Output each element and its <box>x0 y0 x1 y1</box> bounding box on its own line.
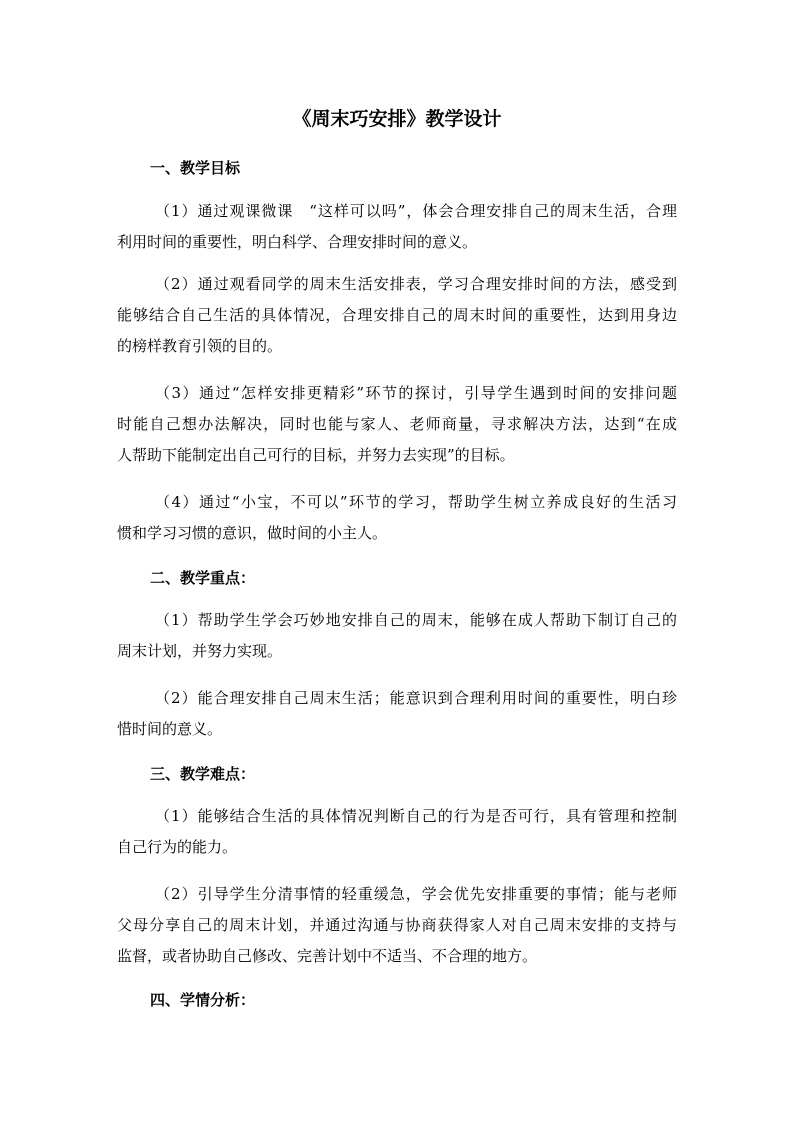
paragraph-line: 的榜样教育引领的目的。 <box>117 337 283 355</box>
document-title: 《周末巧安排》教学设计 <box>292 108 502 130</box>
paragraph-line: 周末计划，并努力实现。 <box>117 642 283 660</box>
paragraph-objective-2 <box>117 269 677 362</box>
paragraph-line: （1）能够结合生活的具体情况判断自己的行为是否可行，具有管理和控制 <box>155 807 677 825</box>
paragraph-line: （2）能合理安排自己周末生活；能意识到合理利用时间的重要性，明白珍 <box>155 689 677 707</box>
paragraph-line: 时能自己想办法解决，同时也能与家人、老师商量，寻求解决方法，达到“在成 <box>117 415 677 433</box>
paragraph-objective-3 <box>117 378 677 471</box>
paragraph-line: 能够结合自己生活的具体情况，合理安排自己的周末时间的重要性，达到用身边 <box>117 306 677 324</box>
paragraph-line: （1）通过观课微课 “这样可以吗”，体会合理安排自己的周末生活，合理 <box>155 202 677 220</box>
paragraph-line: 自己行为的能力。 <box>117 838 238 856</box>
paragraph-line: 父母分享自己的周末计划，并通过沟通与协商获得家人对自己周末安排的支持与 <box>117 916 677 934</box>
paragraph-objective-4 <box>117 487 677 549</box>
paragraph-line: （1）帮助学生学会巧妙地安排自己的周末，能够在成人帮助下制订自己的 <box>155 611 677 629</box>
paragraph-line: 惜时间的意义。 <box>117 720 223 738</box>
paragraph-difficulty-2 <box>117 879 677 972</box>
paragraph-line: （2）通过观看同学的周末生活安排表，学习合理安排时间的方法，感受到 <box>155 275 677 293</box>
paragraph-line: （2）引导学生分清事情的轻重缓急，学会优先安排重要的事情；能与老师 <box>155 885 677 903</box>
paragraph-line: 监督，或者协助自己修改、完善计划中不适当、不合理的地方。 <box>117 947 538 965</box>
paragraph-line: 利用时间的重要性，明白科学、合理安排时间的意义。 <box>117 233 478 251</box>
section-heading-key-points: 二、教学重点： <box>150 569 256 587</box>
paragraph-line: （3）通过“怎样安排更精彩”环节的探讨，引导学生遇到时间的安排问题 <box>155 384 677 402</box>
section-heading-difficulties: 三、教学难点： <box>150 765 256 783</box>
paragraph-line: 惯和学习习惯的意识，做时间的小主人。 <box>117 524 388 542</box>
paragraph-key-point-1 <box>117 605 677 667</box>
paragraph-key-point-2 <box>117 683 677 745</box>
section-heading-student-analysis: 四、学情分析： <box>150 991 256 1009</box>
paragraph-line: 人帮助下能制定出自己可行的目标，并努力去实现”的目标。 <box>117 446 515 464</box>
paragraph-objective-1 <box>117 196 677 258</box>
paragraph-difficulty-1 <box>117 801 677 863</box>
section-heading-objectives: 一、教学目标 <box>150 159 241 177</box>
paragraph-line: （4）通过“小宝，不可以”环节的学习，帮助学生树立养成良好的生活习 <box>155 493 677 511</box>
